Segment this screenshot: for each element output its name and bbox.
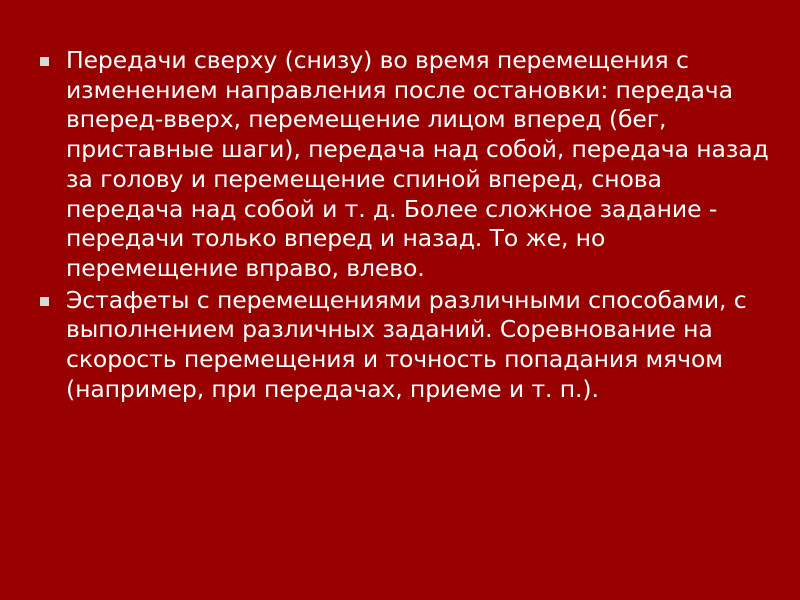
bullet-list [28, 46, 776, 405]
slide-content [28, 46, 776, 407]
bullet-text: Передачи сверху (снизу) во время перемещения с изменением направления после остановки: передача вперед-вверх, перемещение лицом вперед (бег, приставные шаги), передача над собой, передача назад за голову и перемещение спиной вперед, снова передача над собой и т. д. Более сложное задание - передачи только вперед и назад. То же, но перемещение вправо, влево. [66, 46, 769, 283]
list-item [28, 286, 776, 405]
square-bullet-icon [40, 297, 49, 306]
bullet-text: Эстафеты с перемещениями различными способами, с выполнением различных заданий. Соревнование на скорость перемещения и точность попадания мячом (например, при передачах, приеме и т. п.). [66, 285, 747, 403]
list-item [28, 46, 776, 284]
square-bullet-icon [40, 57, 49, 66]
